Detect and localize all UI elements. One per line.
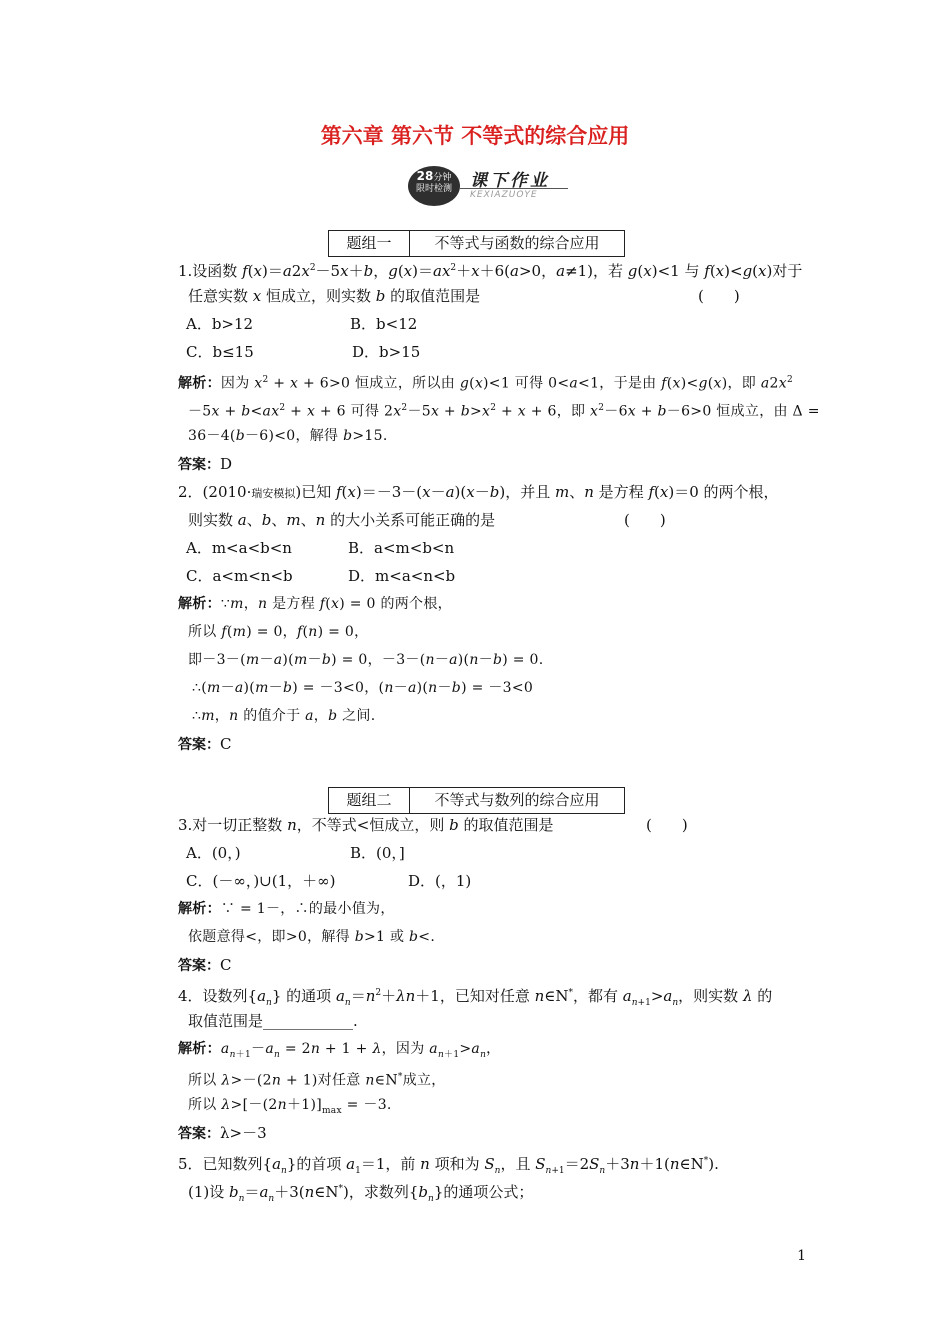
group-header-2	[328, 787, 625, 814]
question-block-1	[178, 254, 818, 758]
q3-options-ab: A．(0，) B．(0，]	[186, 844, 405, 862]
q1-options-cd: C．b≤15 D．b>15	[186, 343, 421, 361]
group-topic: 不等式与数列的综合应用	[434, 791, 600, 809]
q2-stem: 2．(2010·瑞安模拟)已知 f(x)＝－3－(x－a)(x－b)，并且 m、n 是方程 f(x)＝0 的两个根，	[178, 483, 779, 501]
q4-stem: 4．设数列$\{a_n\}$ 的通项 $a_n=n^2+\lambda n+1$，已知对任意 n∈N*，都有 $a_{n+1}>a_n$，则实数 λ 的	[178, 987, 773, 1008]
banner-title: 课下作业	[470, 171, 550, 191]
q3-analysis-l2: 依题意得<，即>0，解得 b>1 或 b<.	[188, 929, 436, 945]
q2-options-ab: A．m<a<b<n B．a<m<b<n	[186, 539, 455, 557]
section-banner	[408, 164, 568, 206]
q5-stem: 5．已知数列$\{a_n\}$的首项 $a_1=1$，前 n 项和为 $S_n$，且 $S_{n+1}=2S_n+3n+1(n\in N^*)$.	[178, 1155, 719, 1176]
banner-subtitle: KEXIAZUOYE	[470, 190, 538, 200]
q2-analysis-l4: ∴(m－a)(m－b) = －3<0，(n－a)(n－b) = －3<0	[192, 680, 534, 696]
q1-stem-cont: 任意实数 x 恒成立，则实数 b 的取值范围是 ( )	[188, 287, 740, 305]
question-block-2	[178, 811, 818, 1203]
q3-stem: 3.对一切正整数 n，不等式<恒成立，则 b 的取值范围是 ( )	[178, 816, 688, 834]
page-title: 第六章 第六节 不等式的综合应用	[320, 124, 630, 148]
q4-analysis: 解析：$a_{n+1}-a_n = 2n + 1 + \lambda$，因为 $a_{n+1}>a_n$，	[178, 1041, 501, 1060]
q1-analysis: 解析：因为 $x^2 + x + 6>0$ 恒成立，所以由 g(x)<1 可得 0<a<1，于是由 f(x)<g(x)，即 $a2x^2$	[178, 375, 793, 392]
time-badge: 28分钟 限时检测	[408, 166, 460, 206]
q1-analysis-cont: $-5x + b<ax^2 + x + 6$ 可得 $2x^2-5x + b>x^2 + x + 6$，即 $x^2-6x + b-6>0$ 恒成立，由 Δ =	[188, 403, 820, 420]
q5-part1: (1)设 $b_n=a_n+3(n\in N^*)$，求数列$\{b_n\}$的通项公式；	[188, 1183, 534, 1204]
q2-analysis-l3: 即－3－(m－a)(m－b) = 0，－3－(n－a)(n－b) = 0.	[188, 652, 544, 668]
q1-options-ab: A．b>12 B．b<12	[186, 315, 418, 333]
q4-answer: 答案：λ>－3	[178, 1124, 267, 1142]
q3-analysis: 解析：∵ = 1－，∴的最小值为，	[178, 901, 395, 917]
group-header-1	[328, 230, 625, 257]
q1-answer: 答案：D	[178, 455, 233, 473]
q4-analysis-l2: 所以 λ>－(2n + 1)对任意 n∈N*成立，	[188, 1072, 446, 1089]
q2-analysis-l5: ∴m，n 的值介于 a，b 之间.	[192, 708, 376, 724]
q3-answer: 答案：C	[178, 956, 232, 974]
q2-analysis: 解析：∵m，n 是方程 f(x) = 0 的两个根，	[178, 596, 452, 612]
q3-options-cd: C．(－∞，)∪(1，＋∞) D．(，1)	[186, 872, 472, 890]
q2-options-cd: C．a<m<n<b D．m<a<n<b	[186, 567, 456, 585]
group-topic: 不等式与函数的综合应用	[434, 234, 600, 252]
q1-analysis-cont2: 36－4(b－6)<0，解得 b>15.	[188, 428, 388, 444]
q1-stem: 1.设函数 $f(x)=a2x^2-5x+b$，$g(x)=ax^2+x+6(a>0$，a≠1)，若 g(x)<1 与 f(x)<g(x)对于	[178, 262, 803, 280]
group-label: 题组一	[329, 231, 410, 256]
q2-answer: 答案：C	[178, 735, 232, 753]
q2-stem-cont: 则实数 a、b、m、n 的大小关系可能正确的是 ( )	[188, 511, 666, 529]
page-number: 1	[797, 1248, 806, 1264]
group-label: 题组二	[329, 788, 410, 813]
q4-stem-cont: 取值范围是____________.	[188, 1012, 358, 1030]
q2-analysis-l2: 所以 f(m) = 0，f(n) = 0，	[188, 624, 369, 640]
q4-analysis-l3: 所以 $\lambda>[-(2n+1)]_{max} = -3$.	[188, 1097, 392, 1116]
